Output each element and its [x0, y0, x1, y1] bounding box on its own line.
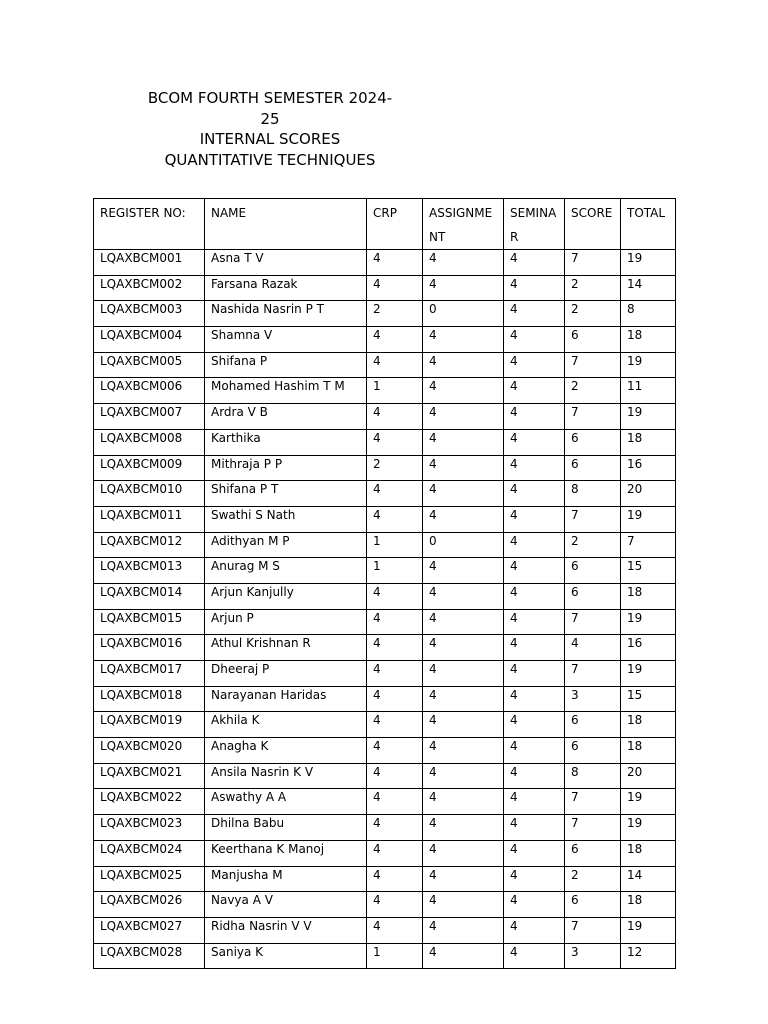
assignment-cell: 4: [423, 481, 504, 507]
score-cell: 2: [565, 866, 621, 892]
crp-cell: 4: [367, 712, 423, 738]
score-cell: 7: [565, 789, 621, 815]
seminar-cell: 4: [504, 866, 565, 892]
seminar-cell: 4: [504, 686, 565, 712]
crp-cell: 4: [367, 481, 423, 507]
total-cell: 19: [621, 404, 676, 430]
register-no-cell: LQAXBCM026: [94, 892, 205, 918]
name-cell: Adithyan M P: [205, 532, 367, 558]
score-cell: 7: [565, 815, 621, 841]
name-cell: Keerthana K Manoj: [205, 840, 367, 866]
total-cell: 14: [621, 866, 676, 892]
seminar-cell: 4: [504, 840, 565, 866]
total-cell: 14: [621, 275, 676, 301]
table-row: [94, 558, 676, 584]
table-row: [94, 506, 676, 532]
header-register-no: REGISTER NO:: [94, 199, 205, 250]
register-no-cell: LQAXBCM022: [94, 789, 205, 815]
name-cell: Karthika: [205, 429, 367, 455]
seminar-cell: 4: [504, 327, 565, 353]
name-cell: Mohamed Hashim T M: [205, 378, 367, 404]
table-row: [94, 840, 676, 866]
seminar-cell: 4: [504, 455, 565, 481]
name-cell: Aswathy A A: [205, 789, 367, 815]
seminar-cell: 4: [504, 275, 565, 301]
register-no-cell: LQAXBCM013: [94, 558, 205, 584]
assignment-cell: 4: [423, 840, 504, 866]
name-cell: Mithraja P P: [205, 455, 367, 481]
table-row: [94, 866, 676, 892]
assignment-cell: 4: [423, 789, 504, 815]
score-cell: 6: [565, 840, 621, 866]
crp-cell: 1: [367, 943, 423, 969]
total-cell: 19: [621, 250, 676, 276]
total-cell: 16: [621, 455, 676, 481]
name-cell: Asna T V: [205, 250, 367, 276]
score-cell: 6: [565, 455, 621, 481]
total-cell: 19: [621, 609, 676, 635]
register-no-cell: LQAXBCM008: [94, 429, 205, 455]
crp-cell: 4: [367, 275, 423, 301]
seminar-cell: 4: [504, 712, 565, 738]
table-body: [94, 250, 676, 969]
crp-cell: 4: [367, 840, 423, 866]
header-name: NAME: [205, 199, 367, 250]
table-row: [94, 481, 676, 507]
assignment-cell: 4: [423, 378, 504, 404]
table-row: [94, 686, 676, 712]
seminar-cell: 4: [504, 609, 565, 635]
assignment-cell: 0: [423, 532, 504, 558]
assignment-cell: 4: [423, 815, 504, 841]
score-cell: 8: [565, 763, 621, 789]
crp-cell: 4: [367, 404, 423, 430]
register-no-cell: LQAXBCM015: [94, 609, 205, 635]
table-row: [94, 892, 676, 918]
seminar-cell: 4: [504, 481, 565, 507]
score-cell: 4: [565, 635, 621, 661]
total-cell: 7: [621, 532, 676, 558]
crp-cell: 4: [367, 327, 423, 353]
register-no-cell: LQAXBCM009: [94, 455, 205, 481]
register-no-cell: LQAXBCM010: [94, 481, 205, 507]
crp-cell: 4: [367, 686, 423, 712]
seminar-cell: 4: [504, 378, 565, 404]
seminar-cell: 4: [504, 789, 565, 815]
name-cell: Akhila K: [205, 712, 367, 738]
register-no-cell: LQAXBCM006: [94, 378, 205, 404]
crp-cell: 2: [367, 455, 423, 481]
assignment-cell: 4: [423, 712, 504, 738]
internal-scores-table: [93, 198, 676, 969]
score-cell: 6: [565, 712, 621, 738]
header-score: SCORE: [565, 199, 621, 250]
register-no-cell: LQAXBCM017: [94, 661, 205, 687]
total-cell: 18: [621, 840, 676, 866]
crp-cell: 4: [367, 789, 423, 815]
assignment-cell: 4: [423, 609, 504, 635]
seminar-cell: 4: [504, 301, 565, 327]
register-no-cell: LQAXBCM005: [94, 352, 205, 378]
register-no-cell: LQAXBCM002: [94, 275, 205, 301]
assignment-cell: 4: [423, 558, 504, 584]
name-cell: Manjusha M: [205, 866, 367, 892]
table-row: [94, 404, 676, 430]
register-no-cell: LQAXBCM007: [94, 404, 205, 430]
table-row: [94, 275, 676, 301]
register-no-cell: LQAXBCM014: [94, 583, 205, 609]
seminar-cell: 4: [504, 532, 565, 558]
register-no-cell: LQAXBCM003: [94, 301, 205, 327]
score-cell: 3: [565, 943, 621, 969]
score-cell: 2: [565, 378, 621, 404]
crp-cell: 4: [367, 815, 423, 841]
register-no-cell: LQAXBCM020: [94, 738, 205, 764]
assignment-cell: 4: [423, 429, 504, 455]
crp-cell: 4: [367, 892, 423, 918]
header-crp: CRP: [367, 199, 423, 250]
heading-line-subject: QUANTITATIVE TECHNIQUES: [164, 150, 376, 169]
total-cell: 19: [621, 506, 676, 532]
register-no-cell: LQAXBCM021: [94, 763, 205, 789]
total-cell: 19: [621, 815, 676, 841]
name-cell: Shifana P: [205, 352, 367, 378]
score-cell: 7: [565, 506, 621, 532]
total-cell: 18: [621, 583, 676, 609]
seminar-cell: 4: [504, 250, 565, 276]
total-cell: 19: [621, 661, 676, 687]
crp-cell: 4: [367, 917, 423, 943]
score-cell: 2: [565, 301, 621, 327]
crp-cell: 4: [367, 429, 423, 455]
header-total: TOTAL: [621, 199, 676, 250]
assignment-cell: 4: [423, 583, 504, 609]
assignment-cell: 4: [423, 866, 504, 892]
assignment-cell: 4: [423, 635, 504, 661]
name-cell: Farsana Razak: [205, 275, 367, 301]
assignment-cell: 4: [423, 506, 504, 532]
table-row: [94, 917, 676, 943]
table-row: [94, 301, 676, 327]
score-cell: 2: [565, 275, 621, 301]
assignment-cell: 4: [423, 250, 504, 276]
table-row: [94, 378, 676, 404]
crp-cell: 4: [367, 506, 423, 532]
register-no-cell: LQAXBCM012: [94, 532, 205, 558]
name-cell: Nashida Nasrin P T: [205, 301, 367, 327]
name-cell: Dhilna Babu: [205, 815, 367, 841]
name-cell: Navya A V: [205, 892, 367, 918]
heading-line-internal-scores: INTERNAL SCORES: [199, 130, 341, 148]
score-cell: 7: [565, 609, 621, 635]
seminar-cell: 4: [504, 506, 565, 532]
seminar-cell: 4: [504, 429, 565, 455]
assignment-cell: 4: [423, 661, 504, 687]
name-cell: Dheeraj P: [205, 661, 367, 687]
register-no-cell: LQAXBCM027: [94, 917, 205, 943]
table-row: [94, 455, 676, 481]
score-cell: 6: [565, 738, 621, 764]
score-cell: 7: [565, 404, 621, 430]
score-cell: 7: [565, 917, 621, 943]
table-row: [94, 943, 676, 969]
table-row: [94, 661, 676, 687]
assignment-cell: 4: [423, 404, 504, 430]
score-cell: 8: [565, 481, 621, 507]
total-cell: 18: [621, 892, 676, 918]
register-no-cell: LQAXBCM028: [94, 943, 205, 969]
table-row: [94, 532, 676, 558]
name-cell: Narayanan Haridas: [205, 686, 367, 712]
total-cell: 18: [621, 738, 676, 764]
total-cell: 19: [621, 917, 676, 943]
assignment-cell: 4: [423, 892, 504, 918]
table-row: [94, 327, 676, 353]
score-cell: 7: [565, 352, 621, 378]
crp-cell: 4: [367, 738, 423, 764]
register-no-cell: LQAXBCM023: [94, 815, 205, 841]
score-cell: 7: [565, 661, 621, 687]
name-cell: Ridha Nasrin V V: [205, 917, 367, 943]
table-row: [94, 583, 676, 609]
score-cell: 7: [565, 250, 621, 276]
total-cell: 19: [621, 789, 676, 815]
name-cell: Shifana P T: [205, 481, 367, 507]
total-cell: 20: [621, 763, 676, 789]
assignment-cell: 4: [423, 917, 504, 943]
name-cell: Arjun P: [205, 609, 367, 635]
score-cell: 6: [565, 892, 621, 918]
score-cell: 6: [565, 583, 621, 609]
seminar-cell: 4: [504, 738, 565, 764]
total-cell: 15: [621, 558, 676, 584]
crp-cell: 1: [367, 378, 423, 404]
crp-cell: 4: [367, 609, 423, 635]
assignment-cell: 4: [423, 943, 504, 969]
assignment-cell: 4: [423, 455, 504, 481]
table-row: [94, 738, 676, 764]
assignment-cell: 4: [423, 275, 504, 301]
crp-cell: 2: [367, 301, 423, 327]
crp-cell: 4: [367, 763, 423, 789]
score-cell: 6: [565, 558, 621, 584]
total-cell: 11: [621, 378, 676, 404]
score-cell: 2: [565, 532, 621, 558]
assignment-cell: 4: [423, 738, 504, 764]
total-cell: 15: [621, 686, 676, 712]
total-cell: 19: [621, 352, 676, 378]
seminar-cell: 4: [504, 404, 565, 430]
table-row: [94, 763, 676, 789]
register-no-cell: LQAXBCM019: [94, 712, 205, 738]
total-cell: 18: [621, 429, 676, 455]
header-seminar: SEMINAR: [504, 199, 565, 250]
crp-cell: 1: [367, 532, 423, 558]
crp-cell: 4: [367, 866, 423, 892]
total-cell: 18: [621, 712, 676, 738]
crp-cell: 1: [367, 558, 423, 584]
register-no-cell: LQAXBCM018: [94, 686, 205, 712]
seminar-cell: 4: [504, 943, 565, 969]
crp-cell: 4: [367, 583, 423, 609]
register-no-cell: LQAXBCM016: [94, 635, 205, 661]
crp-cell: 4: [367, 635, 423, 661]
assignment-cell: 4: [423, 763, 504, 789]
table-row: [94, 609, 676, 635]
crp-cell: 4: [367, 250, 423, 276]
assignment-cell: 4: [423, 327, 504, 353]
table-row: [94, 250, 676, 276]
seminar-cell: 4: [504, 558, 565, 584]
total-cell: 20: [621, 481, 676, 507]
seminar-cell: 4: [504, 352, 565, 378]
name-cell: Anurag M S: [205, 558, 367, 584]
total-cell: 12: [621, 943, 676, 969]
assignment-cell: 4: [423, 686, 504, 712]
score-cell: 3: [565, 686, 621, 712]
seminar-cell: 4: [504, 892, 565, 918]
document-heading: [135, 88, 405, 170]
total-cell: 18: [621, 327, 676, 353]
crp-cell: 4: [367, 352, 423, 378]
name-cell: Ansila Nasrin K V: [205, 763, 367, 789]
register-no-cell: LQAXBCM024: [94, 840, 205, 866]
total-cell: 16: [621, 635, 676, 661]
heading-line-year: 25: [260, 109, 280, 128]
name-cell: Shamna V: [205, 327, 367, 353]
table-row: [94, 815, 676, 841]
seminar-cell: 4: [504, 583, 565, 609]
crp-cell: 4: [367, 661, 423, 687]
table-row: [94, 352, 676, 378]
seminar-cell: 4: [504, 661, 565, 687]
name-cell: Swathi S Nath: [205, 506, 367, 532]
score-cell: 6: [565, 429, 621, 455]
assignment-cell: 0: [423, 301, 504, 327]
register-no-cell: LQAXBCM025: [94, 866, 205, 892]
register-no-cell: LQAXBCM001: [94, 250, 205, 276]
seminar-cell: 4: [504, 763, 565, 789]
table-row: [94, 635, 676, 661]
name-cell: Saniya K: [205, 943, 367, 969]
name-cell: Athul Krishnan R: [205, 635, 367, 661]
heading-line-semester: BCOM FOURTH SEMESTER 2024-: [147, 89, 393, 107]
header-assignment: ASSIGNMENT: [423, 199, 504, 250]
table-header-row: [94, 199, 676, 250]
table-row: [94, 789, 676, 815]
register-no-cell: LQAXBCM011: [94, 506, 205, 532]
total-cell: 8: [621, 301, 676, 327]
name-cell: Arjun Kanjully: [205, 583, 367, 609]
name-cell: Anagha K: [205, 738, 367, 764]
seminar-cell: 4: [504, 635, 565, 661]
name-cell: Ardra V B: [205, 404, 367, 430]
seminar-cell: 4: [504, 815, 565, 841]
register-no-cell: LQAXBCM004: [94, 327, 205, 353]
score-cell: 6: [565, 327, 621, 353]
seminar-cell: 4: [504, 917, 565, 943]
table-row: [94, 429, 676, 455]
assignment-cell: 4: [423, 352, 504, 378]
table-row: [94, 712, 676, 738]
